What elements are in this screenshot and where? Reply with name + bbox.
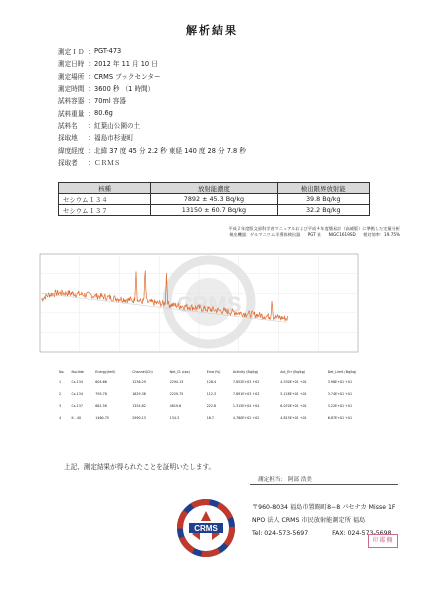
info-row: 測定ＩＤ ： PGT-473	[58, 47, 122, 57]
peak-cell: 6.87E+01 +01	[327, 416, 353, 420]
info-key: 測定ＩＤ	[58, 48, 85, 57]
info-value: 福島市杉妻町	[94, 134, 134, 143]
peak-cell: 2	[59, 392, 62, 396]
peak-header: Net_Ct (cps)	[169, 370, 190, 374]
page-title: 解析結果	[186, 24, 238, 37]
info-row: 測定時間 ： 3600 秒 （1 時間）	[58, 85, 155, 94]
info-row: 採取地 ： 福島市杉妻町	[58, 134, 134, 143]
signature-line: 測定担当： 阿部 浩美	[258, 477, 312, 483]
results-table	[58, 182, 370, 216]
signature-underline	[250, 484, 398, 485]
info-value: 2012 年 11 月 10 日	[94, 60, 158, 69]
info-row: 緯度経度 ： 北緯 37 度 45 分 2.2 秒 東経 140 度 28 分 7.8 秒	[58, 146, 246, 155]
peak-cell: 3.74E+01 +01	[327, 392, 353, 396]
activity-cell: 13150 ± 60.7 Bq/kg	[151, 205, 277, 216]
info-value: CRMS ブックセンター	[94, 72, 161, 81]
info-row: 測定場所 ： CRMS ブックセンター	[58, 72, 161, 81]
peak-cell: 4.780E+02 +02	[232, 416, 260, 420]
peak-cell: K - 40	[71, 416, 82, 420]
peak-header: Error(%)	[206, 370, 221, 374]
method-note: 平成２年度版文部科学省マニュアルおよび平成４年度簡易計（高補版）に準拠した定量分析	[228, 226, 400, 231]
peak-cell: 222.8	[206, 404, 217, 408]
col-nuclide: 核種	[59, 183, 151, 194]
info-row: 試料容器 ： 70ml 容器	[58, 97, 126, 106]
info-key: 測定時間	[58, 85, 85, 94]
info-row: 試料名 ： 紅葉山公園の土	[58, 121, 141, 130]
table-row	[58, 380, 378, 392]
info-key: 試料重量	[58, 109, 85, 118]
instrument-model: NIGC1619SD	[328, 232, 356, 237]
info-key: 緯度経度	[58, 146, 85, 155]
info-value: 北緯 37 度 45 分 2.2 秒 東経 140 度 28 分 7.8 秒	[94, 146, 246, 155]
info-value: 80.6g	[94, 108, 113, 117]
peak-header: Nuclide	[71, 370, 84, 374]
table-row	[59, 205, 370, 216]
postal-address: 〒960-8034 福島市置賜町8−8 パセナカ Misse 1F	[252, 504, 396, 511]
table-row	[59, 194, 370, 205]
peak-cell: 112.3	[206, 392, 217, 396]
sample-info	[58, 45, 388, 168]
peak-cell: 5.128E+01 +01	[280, 392, 307, 396]
telephone: Tel: 024-573-5697	[252, 529, 309, 537]
peak-table	[58, 370, 378, 428]
peak-header: Activity (Bq/kg)	[232, 370, 259, 374]
info-key: 測定場所	[58, 72, 85, 81]
nuclide-cell: セシウム１３４	[59, 194, 151, 205]
peak-cell: 7.852E+03 +02	[232, 380, 260, 384]
peak-cell: 16.7	[206, 416, 215, 420]
table-row	[58, 404, 378, 416]
info-key: 測定日時	[58, 60, 85, 69]
table-row	[58, 416, 378, 428]
fax-number: FAX: 024-573-5698	[332, 529, 392, 537]
col-activity: 放射能濃度	[151, 183, 277, 194]
instrument-efficiency: 相対効率：19.75%	[363, 232, 400, 237]
peak-header-row	[58, 370, 378, 380]
peak-cell: 2294.13	[169, 380, 184, 384]
peak-header: No.	[59, 370, 65, 374]
peak-header: Energy(keV)	[95, 370, 116, 374]
col-detection-limit: 検出限界放射能	[277, 183, 369, 194]
peak-cell: Cs-134	[71, 392, 83, 396]
peak-cell: Cs-137	[71, 404, 83, 408]
crms-watermark	[167, 260, 251, 344]
info-key: 試料名	[58, 121, 78, 130]
plot-grid	[40, 254, 358, 352]
peak-cell: 1236.29	[132, 380, 146, 384]
info-key: 試料容器	[58, 97, 85, 106]
results-header-row	[59, 183, 370, 194]
peak-cell: 128.4	[206, 380, 217, 384]
peak-header: Act_Err (Bq/kg)	[280, 370, 306, 374]
peak-cell: 7.891E+03 +03	[232, 392, 260, 396]
info-row: 測定日時 ： 2012 年 11 月 10 日	[58, 60, 158, 69]
limit-cell: 39.8 Bq/kg	[277, 194, 369, 205]
peak-cell: 4819.6	[169, 404, 182, 408]
peak-cell: 3.98E+01 +01	[327, 380, 353, 384]
watermark-text: CRMS	[176, 292, 242, 317]
instrument-maker: PGT 社	[307, 232, 322, 237]
peak-cell: 795.78	[95, 392, 107, 396]
peak-cell: 4.815E+01 +01	[280, 416, 307, 420]
peak-cell: 1629.38	[132, 392, 146, 396]
peak-cell: 1.315E+04 +04	[232, 404, 260, 408]
certification-text: 上記、測定結果が得られたことを証明いたします。	[64, 463, 216, 471]
peak-cell: 4.530E+01 +01	[280, 380, 307, 384]
organization-name: NPO 法人 CRMS 市民放射能測定所 福島	[252, 516, 366, 524]
peak-cell: 6.070E+01 +01	[280, 404, 307, 408]
peak-cell: 3	[59, 404, 62, 408]
logo-text: CRMS	[194, 524, 218, 533]
activity-cell: 7892 ± 45.3 Bq/kg	[151, 194, 277, 205]
info-key: 採取者	[58, 158, 78, 167]
info-row: 採取者 ： ＣＲＭＳ	[58, 158, 121, 167]
peak-cell: 1460.75	[95, 416, 109, 420]
info-value: PGT-473	[94, 47, 122, 56]
info-key: 採取地	[58, 134, 78, 143]
limit-cell: 32.2 Bq/kg	[277, 205, 369, 216]
peak-cell: 1354.82	[132, 404, 146, 408]
peak-cell: 3.22E+01 +01	[327, 404, 353, 408]
peak-header: Channel(Ch)	[132, 370, 153, 374]
seal-stamp: 印鑑欄	[368, 534, 398, 548]
peak-cell: 2990.13	[132, 416, 146, 420]
info-row: 試料重量 ： 80.6g	[58, 108, 113, 118]
instrument-label: 検出機器：ゲルマニウム半導体検出器	[229, 232, 301, 237]
peak-cell: Cs-134	[71, 380, 83, 384]
peak-cell: 604.66	[95, 380, 107, 384]
peak-header: Det_Limit (Bq/kg)	[327, 370, 357, 374]
peak-cell: 661.58	[95, 404, 107, 408]
info-value: 紅葉山公園の土	[94, 121, 141, 130]
peak-cell: 1	[59, 380, 62, 384]
info-value: ＣＲＭＳ	[94, 158, 121, 167]
peak-cell: 134.3	[169, 416, 180, 420]
nuclide-cell: セシウム１３７	[59, 205, 151, 216]
table-row	[58, 392, 378, 404]
crms-logo-icon	[176, 498, 236, 558]
info-value: 3600 秒 （1 時間）	[94, 85, 155, 94]
instrument-note	[120, 232, 400, 238]
peak-cell: 2229.75	[169, 392, 184, 396]
info-value: 70ml 容器	[94, 97, 126, 106]
spectrum-chart	[34, 250, 364, 362]
peak-cell: 4	[59, 416, 62, 420]
